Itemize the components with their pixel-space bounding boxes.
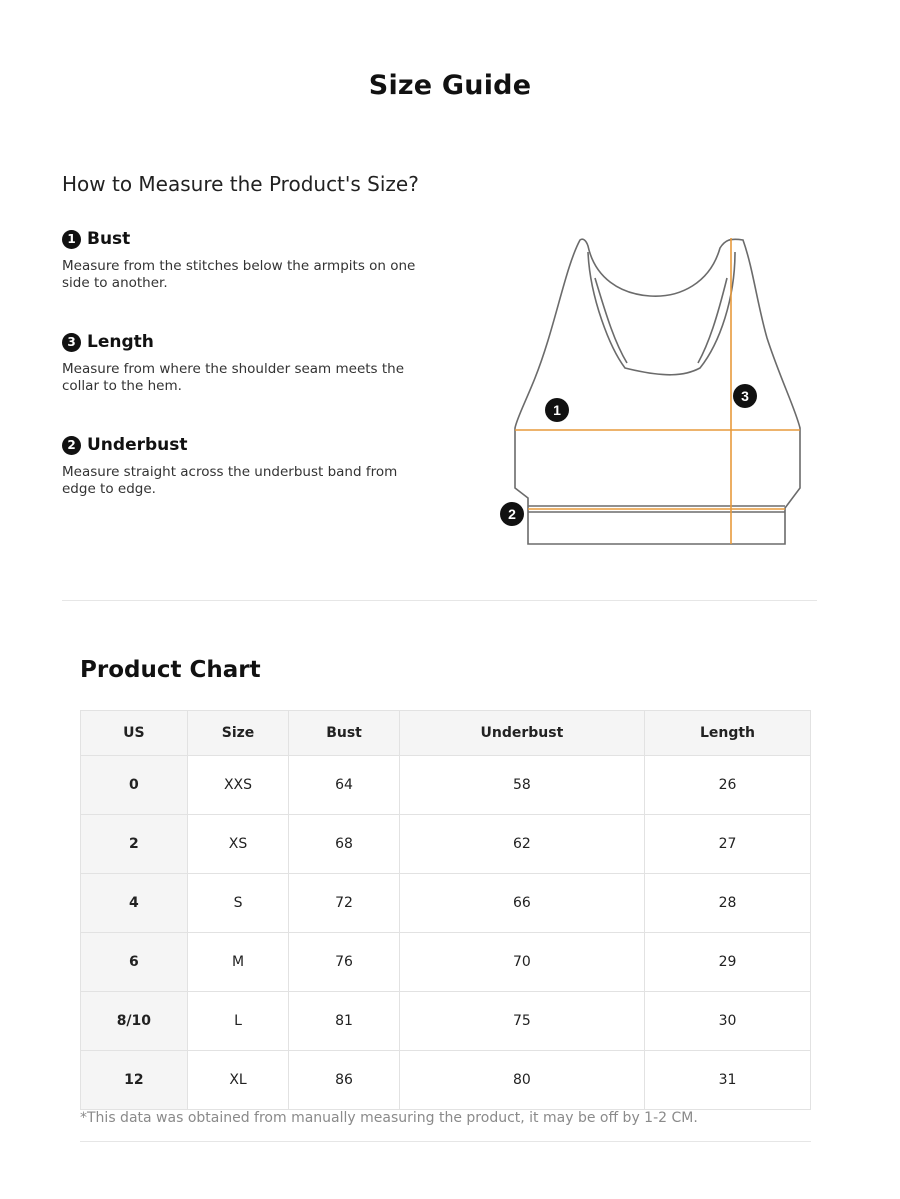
- number-badge-icon: 3: [62, 333, 81, 352]
- cell-size: L: [187, 992, 289, 1051]
- product-chart-title: Product Chart: [80, 657, 261, 683]
- table-row: [81, 815, 811, 874]
- cell-length: 26: [644, 756, 810, 815]
- size-chart-table: [80, 710, 811, 1110]
- column-header: Underbust: [399, 711, 644, 756]
- cell-length: 29: [644, 933, 810, 992]
- cell-us: 0: [81, 756, 188, 815]
- cell-us: 8/10: [81, 992, 188, 1051]
- cell-us: 12: [81, 1051, 188, 1110]
- measure-underbust: [62, 435, 422, 498]
- measure-description: Measure from the stitches below the armpits on one side to another.: [62, 258, 416, 291]
- cell-bust: 81: [289, 992, 400, 1051]
- table-row: [81, 933, 811, 992]
- cell-us: 6: [81, 933, 188, 992]
- marker-1: [545, 398, 569, 422]
- footer-divider: [80, 1141, 811, 1142]
- garment-outline: [515, 239, 800, 544]
- cell-length: 28: [644, 874, 810, 933]
- measure-description: Measure straight across the underbust band from edge to edge.: [62, 464, 398, 497]
- cell-length: 30: [644, 992, 810, 1051]
- table-row: [81, 1051, 811, 1110]
- how-to-measure-title: How to Measure the Product's Size?: [62, 172, 419, 196]
- column-header: Length: [644, 711, 810, 756]
- marker-2: [500, 502, 524, 526]
- cell-length: 27: [644, 815, 810, 874]
- cell-size: S: [187, 874, 289, 933]
- cell-size: XL: [187, 1051, 289, 1110]
- marker-1-label: 1: [553, 402, 561, 418]
- cell-size: M: [187, 933, 289, 992]
- measure-label: Length: [87, 332, 154, 352]
- measure-length: [62, 332, 422, 395]
- measurement-note: *This data was obtained from manually measuring the product, it may be off by 1-2 CM.: [80, 1110, 698, 1126]
- cell-size: XS: [187, 815, 289, 874]
- cell-underbust: 58: [399, 756, 644, 815]
- cell-us: 2: [81, 815, 188, 874]
- page-title: Size Guide: [368, 70, 532, 101]
- column-header: Bust: [289, 711, 400, 756]
- cell-underbust: 62: [399, 815, 644, 874]
- marker-3: [733, 384, 757, 408]
- cell-length: 31: [644, 1051, 810, 1110]
- table-row: [81, 874, 811, 933]
- table-row: [81, 992, 811, 1051]
- number-badge-icon: 1: [62, 230, 81, 249]
- cell-bust: 64: [289, 756, 400, 815]
- marker-3-label: 3: [741, 388, 749, 404]
- cell-underbust: 80: [399, 1051, 644, 1110]
- measure-label: Bust: [87, 229, 131, 249]
- cell-bust: 72: [289, 874, 400, 933]
- measure-bust: [62, 229, 422, 292]
- measure-description: Measure from where the shoulder seam meets the collar to the hem.: [62, 361, 405, 394]
- column-header: US: [81, 711, 188, 756]
- cell-us: 4: [81, 874, 188, 933]
- cell-bust: 76: [289, 933, 400, 992]
- cell-underbust: 75: [399, 992, 644, 1051]
- table-header-row: [81, 711, 811, 756]
- measure-lines: [515, 238, 800, 544]
- cell-bust: 86: [289, 1051, 400, 1110]
- number-badge-icon: 2: [62, 436, 81, 455]
- measure-label: Underbust: [87, 435, 188, 455]
- section-divider: [62, 600, 817, 601]
- marker-2-label: 2: [508, 506, 516, 522]
- table-row: [81, 756, 811, 815]
- cell-underbust: 66: [399, 874, 644, 933]
- sports-bra-diagram: [495, 228, 815, 558]
- column-header: Size: [187, 711, 289, 756]
- cell-underbust: 70: [399, 933, 644, 992]
- cell-size: XXS: [187, 756, 289, 815]
- cell-bust: 68: [289, 815, 400, 874]
